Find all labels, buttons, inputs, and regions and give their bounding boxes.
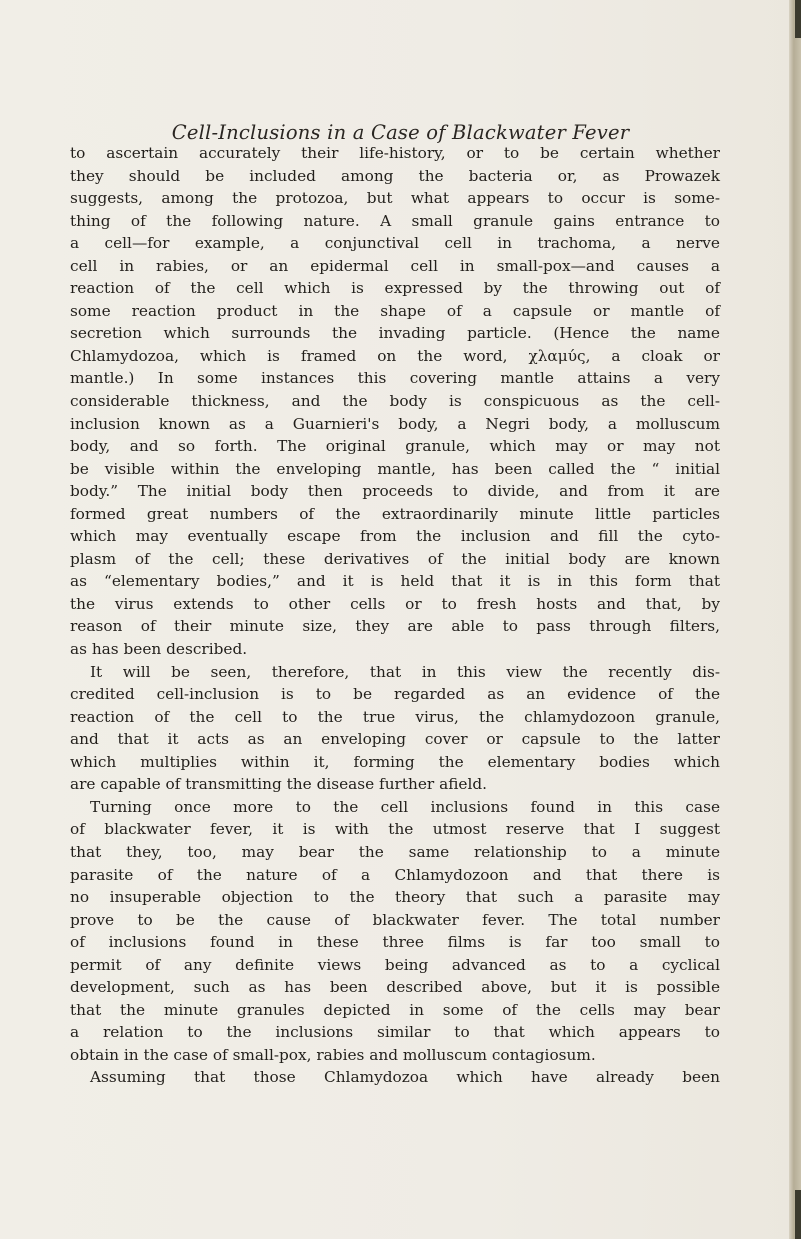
text-line: they should be included among the bacteria or, as Prowazek (70, 166, 720, 185)
text-line: body, and so forth. The original granule, which may or may not (70, 437, 720, 456)
text-line: be visible within the enveloping mantle, has been called the “ initial (70, 459, 720, 478)
text-line: Turning once more to the cell inclusions found in this case (90, 797, 720, 816)
edge-mark (795, 0, 801, 38)
text-line: suggests, among the protozoa, but what appears to occur is some- (70, 189, 720, 208)
text-line: Assuming that those Chlamydozoa which have already been (90, 1068, 720, 1087)
text-line: parasite of the nature of a Chlamydozoon and that there is (70, 865, 720, 884)
text-line: no insuperable objection to the theory that such a parasite may (70, 888, 720, 907)
paragraph (70, 142, 720, 661)
text-line: as has been described. (70, 640, 248, 659)
text-line: of blackwater fever, it is with the utmost reserve that I suggest (70, 820, 720, 839)
text-line: thing of the following nature. A small granule gains entrance to (70, 211, 720, 230)
text-line: as “elementary bodies,” and it is held that it is in this form that (70, 572, 720, 591)
text-line: of inclusions found in these three films is far too small to (70, 933, 720, 952)
running-head: Cell-Inclusions in a Case of Blackwater Fever (171, 121, 630, 144)
text-line: a cell—for example, a conjunctival cell in trachoma, a nerve (70, 234, 720, 253)
paragraph (70, 1066, 720, 1089)
paragraph (70, 661, 720, 796)
text-line: which may eventually escape from the inclusion and fill the cyto- (70, 527, 720, 546)
text-line: credited cell-inclusion is to be regarded as an evidence of the (70, 685, 720, 704)
text-line: considerable thickness, and the body is conspicuous as the cell- (70, 392, 720, 411)
text-line: the virus extends to other cells or to fresh hosts and that, by (70, 594, 720, 613)
text-line: development, such as has been described above, but it is possible (70, 978, 720, 997)
text-line: mantle.) In some instances this covering mantle attains a very (70, 369, 720, 388)
text-line: formed great numbers of the extraordinarily minute little particles (70, 504, 720, 523)
text-line: It will be seen, therefore, that in this view the recently dis- (90, 662, 720, 681)
body-text (70, 142, 720, 1089)
text-line: inclusion known as a Guarnieri's body, a Negri body, a molluscum (70, 414, 720, 433)
text-line: a relation to the inclusions similar to that which appears to (70, 1023, 720, 1042)
text-line: secretion which surrounds the invading particle. (Hence the name (70, 324, 720, 343)
paragraph (70, 796, 720, 1067)
page-edge (789, 0, 801, 1239)
text-line: Chlamydozoa, which is framed on the word, χλαμύς, a cloak or (70, 346, 720, 365)
text-line: that the minute granules depicted in some of the cells may bear (70, 1000, 720, 1019)
text-line: that they, too, may bear the same relationship to a minute (70, 842, 720, 861)
text-line: to ascertain accurately their life-history, or to be certain whether (70, 144, 720, 162)
edge-mark (795, 1190, 801, 1239)
text-line: body.” The initial body then proceeds to divide, and from it are (70, 482, 720, 501)
text-line: some reaction product in the shape of a capsule or mantle of (70, 301, 720, 320)
text-line: plasm of the cell; these derivatives of the initial body are known (70, 549, 720, 568)
text-line: reaction of the cell to the true virus, the chlamydozoon granule, (70, 707, 720, 726)
text-line: reason of their minute size, they are able to pass through filters, (70, 617, 720, 636)
text-line: prove to be the cause of blackwater fever. The total number (70, 910, 720, 929)
text-line: are capable of transmitting the disease further afield. (70, 775, 488, 794)
text-line: permit of any definite views being advanced as to a cyclical (70, 955, 720, 974)
text-line: cell in rabies, or an epidermal cell in small-pox—and causes a (70, 256, 720, 275)
text-line: and that it acts as an enveloping cover or capsule to the latter (70, 730, 720, 749)
text-line: obtain in the case of small-pox, rabies and molluscum contagiosum. (70, 1045, 596, 1064)
text-line: which multiplies within it, forming the elementary bodies which (70, 752, 720, 771)
text-line: reaction of the cell which is expressed by the throwing out of (70, 279, 720, 298)
